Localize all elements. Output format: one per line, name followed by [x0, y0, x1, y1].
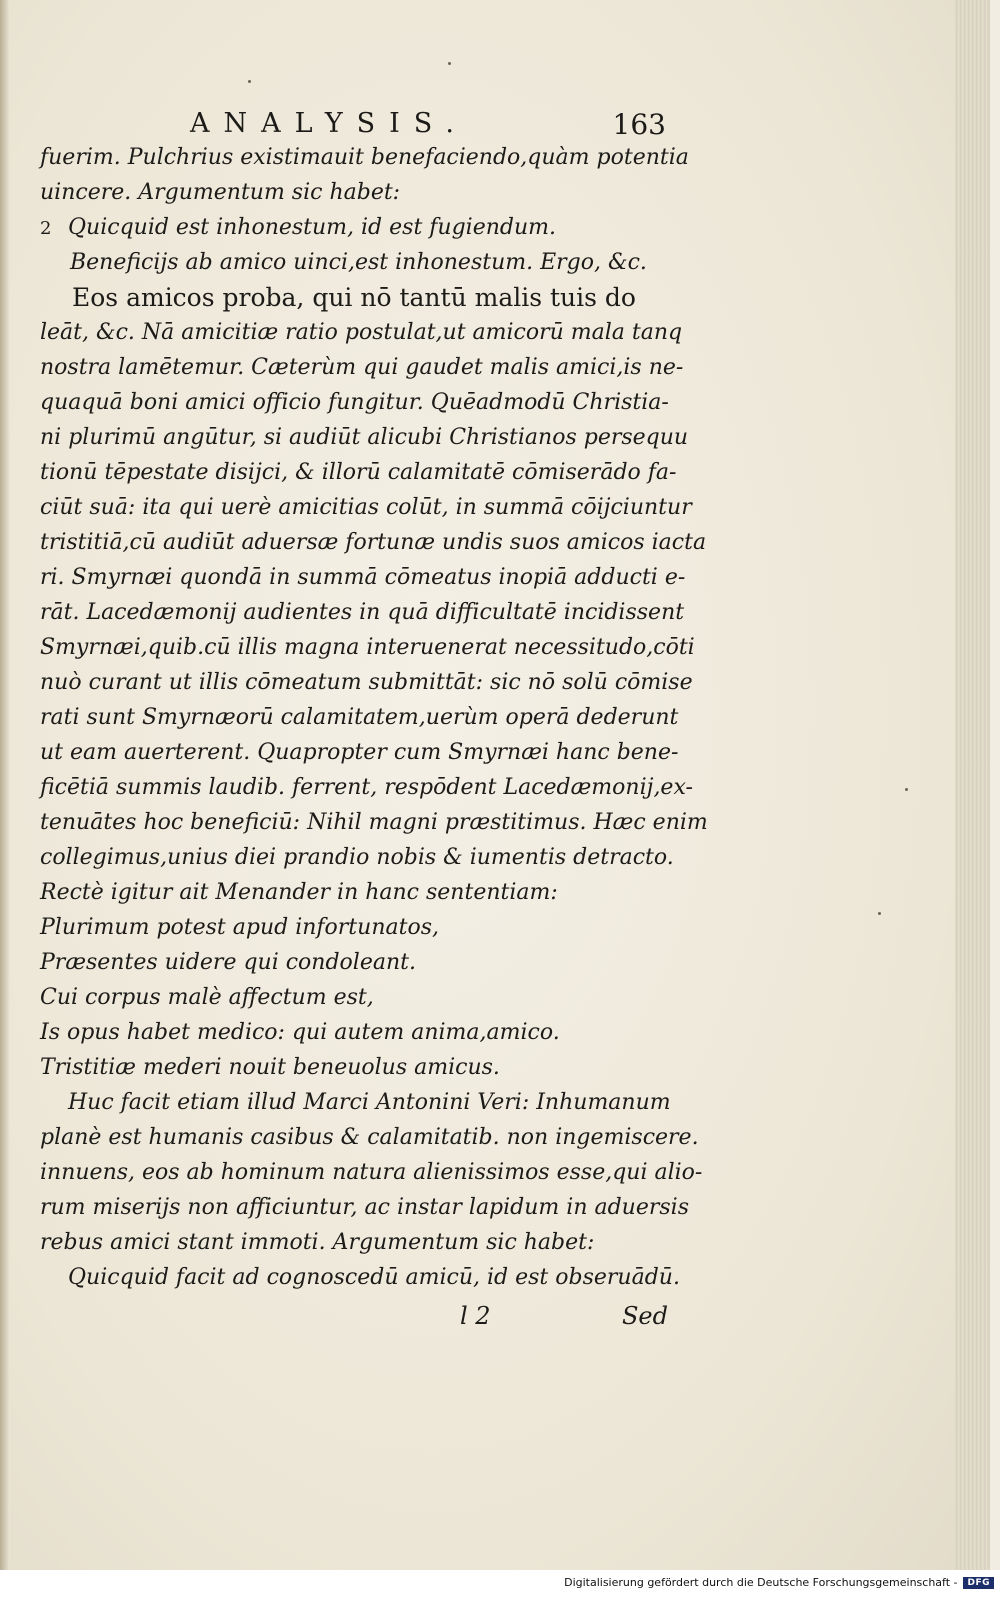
page-number: 163 — [612, 108, 666, 141]
page-footer — [40, 1302, 670, 1338]
text-line — [40, 210, 670, 245]
running-title: ANALYSIS. — [190, 108, 468, 139]
verse-line: Præsentes uidere qui condoleant. — [40, 950, 416, 975]
text-line: rāt. Lacedæmonij audientes in quā difficultatē incidissent — [40, 600, 685, 625]
signature-mark: l 2 — [460, 1302, 491, 1330]
text-line: quaquā boni amici officio fungitur. Quēadmodū Christia- — [40, 390, 669, 415]
text-line: planè est humanis casibus & calamitatib. non ingemiscere. — [40, 1125, 699, 1150]
verse-line: Cui corpus malè affectum est, — [40, 985, 374, 1010]
text-line: rati sunt Smyrnæorū calamitatem,uerùm operā dederunt — [40, 705, 679, 730]
text-line: ri. Smyrnæi quondā in summā cōmeatus inopiā adducti e- — [40, 565, 686, 590]
text-line: Eos amicos proba, qui nō tantū malis tuis do — [72, 283, 636, 312]
text-line: leāt, &c. Nā amicitiæ ratio postulat,ut amicorū mala tanq — [40, 320, 683, 345]
credit-bar — [0, 1570, 1000, 1598]
text-line: innuens, eos ab hominum natura alienissimos esse,qui alio- — [40, 1160, 703, 1185]
page-edge — [955, 0, 990, 1570]
text-line: nuò curant ut illis cōmeatum submittāt: sic nō solū cōmise — [40, 670, 693, 695]
verse-line: Plurimum potest apud infortunatos, — [40, 915, 439, 940]
text-line: Quicquid facit ad cognoscedū amicū, id est obseruādū. — [68, 1265, 680, 1290]
text-line: tristitiā,cū audiūt aduersæ fortunæ undis suos amicos iacta — [40, 530, 707, 555]
text-line: rum miserijs non afficiuntur, ac instar lapidum in aduersis — [40, 1195, 689, 1220]
text-line: collegimus,unius diei prandio nobis & iumentis detracto. — [40, 845, 674, 870]
paper-speck — [905, 788, 908, 791]
verse-line: Is opus habet medico: qui autem anima,amico. — [40, 1020, 560, 1045]
text-line: nostra lamētemur. Cæterùm qui gaudet malis amici,is ne- — [40, 355, 684, 380]
text-line: Smyrnæi,quib.cū illis magna interuenerat necessitudo,cōti — [40, 635, 695, 660]
dfg-logo: DFG — [963, 1577, 994, 1589]
paper-speck — [448, 62, 451, 65]
paper-speck — [878, 912, 881, 915]
credit-line — [564, 1576, 994, 1589]
text-line: Huc facit etiam illud Marci Antonini Veri: Inhumanum — [68, 1090, 671, 1115]
verse-line: Tristitiæ mederi nouit beneuolus amicus. — [40, 1055, 500, 1080]
page-header — [40, 108, 670, 144]
body-text — [40, 140, 708, 1295]
text-line: ni plurimū angūtur, si audiūt alicubi Christianos persequu — [40, 425, 689, 450]
text-line: uincere. Argumentum sic habet: — [40, 180, 401, 205]
text-line: tenuātes hoc beneficiū: Nihil magni præstitimus. Hæc enim — [40, 810, 708, 835]
credit-text: Digitalisierung gefördert durch die Deutsche Forschungsgemeinschaft - — [564, 1576, 958, 1589]
text-line: ciūt suā: ita qui uerè amicitias colūt, in summā cōijciuntur — [40, 495, 692, 520]
text-line: Beneficijs ab amico uinci,est inhonestum. Ergo, &c. — [70, 250, 647, 275]
page-gutter — [0, 0, 10, 1570]
marginal-number: 2 — [40, 218, 52, 239]
text-line: tionū tēpestate disijci, & illorū calamitatē cōmiserādo fa- — [40, 460, 677, 485]
syllogism-major: Quicquid est inhonestum, id est fugiendum. — [68, 215, 557, 240]
text-line: rebus amici stant immoti. Argumentum sic habet: — [40, 1230, 595, 1255]
paper-speck — [248, 80, 251, 83]
catchword: Sed — [621, 1302, 668, 1330]
text-line: Rectè igitur ait Menander in hanc sententiam: — [40, 880, 558, 905]
text-line: ut eam auerterent. Quapropter cum Smyrnæi hanc bene- — [40, 740, 679, 765]
text-line: ficētiā summis laudib. ferrent, respōdent Lacedæmonij,ex- — [40, 775, 693, 800]
text-line: fuerim. Pulchrius existimauit benefaciendo,quàm potentia — [40, 145, 689, 170]
